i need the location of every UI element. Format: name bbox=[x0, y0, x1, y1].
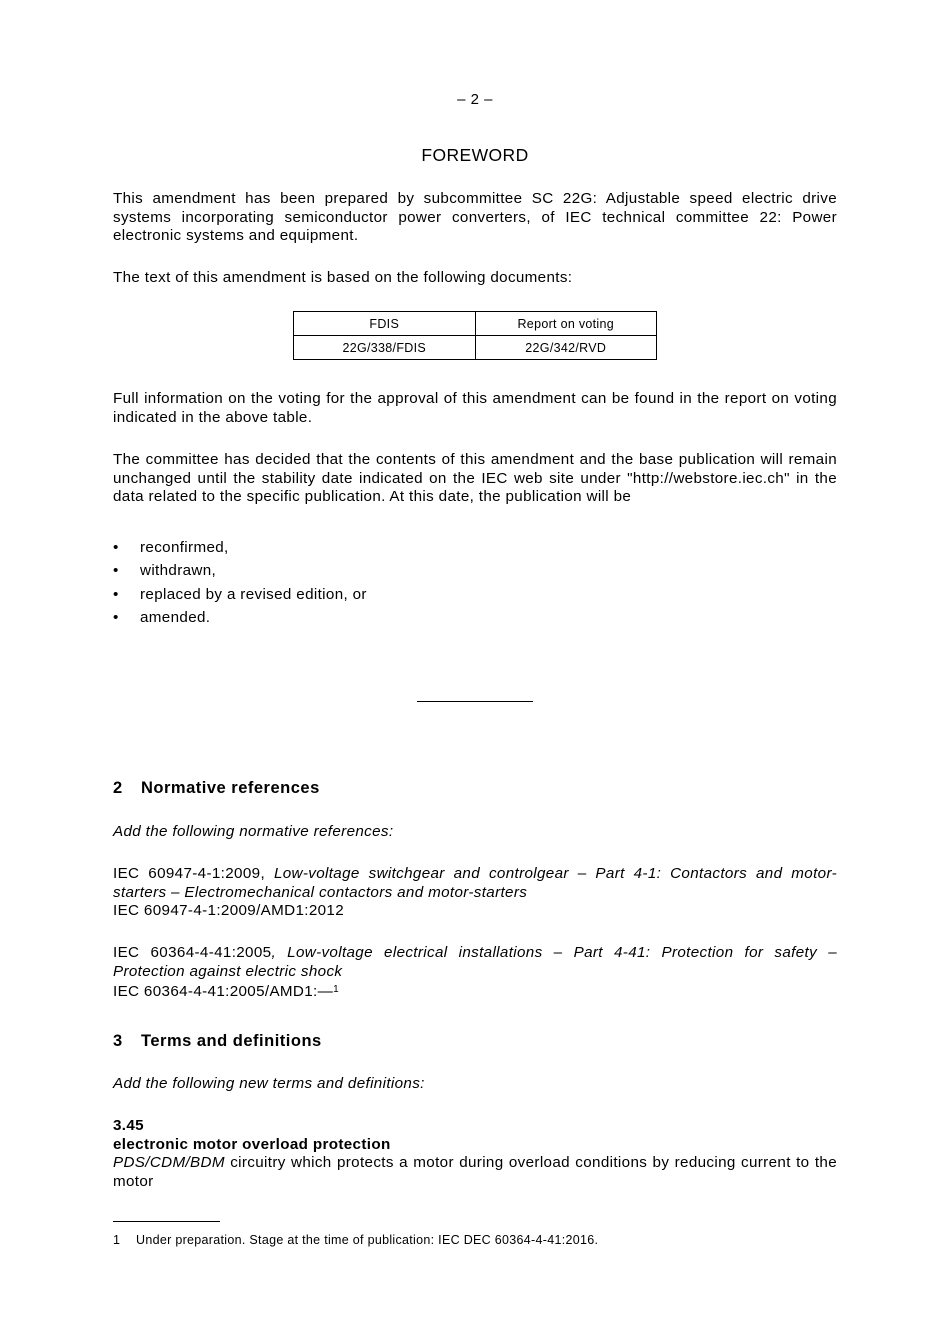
section-title: Terms and definitions bbox=[141, 1032, 322, 1050]
section-divider bbox=[417, 701, 533, 702]
section-2-heading bbox=[113, 779, 320, 798]
table-header-cell: FDIS bbox=[294, 312, 476, 336]
footnote-number: 1 bbox=[113, 1233, 121, 1247]
table-header-row bbox=[294, 312, 657, 336]
section-title: Normative references bbox=[141, 779, 320, 797]
reference-code: IEC 60364-4-41:2005 bbox=[113, 944, 272, 961]
foreword-intro-paragraph: This amendment has been prepared by subcommittee SC 22G: Adjustable speed electric drive systems incorporating semiconductor power converters, of IEC technical committee 22: Power electronic systems and equipment. bbox=[113, 190, 837, 244]
reference-title: , Low-voltage electrical installations – Part 4-41: Protection for safety – Protection against electric shock bbox=[113, 944, 837, 980]
normative-reference-1 bbox=[113, 865, 837, 921]
committee-paragraph: The committee has decided that the contents of this amendment and the base publication will remain unchanged until the stability date indicated on the IEC web site under "http://webstore.iec.ch" in the data related to the specific publication. At this date, the publication will be bbox=[113, 451, 837, 505]
page-number: – 2 – bbox=[457, 91, 493, 108]
list-item: • withdrawn, bbox=[113, 562, 217, 580]
section-number: 2 bbox=[113, 779, 123, 797]
foreword-title: FOREWORD bbox=[421, 145, 529, 165]
bullet-icon: • bbox=[113, 608, 119, 626]
reference-amendment: IEC 60947-4-1:2009/AMD1:2012 bbox=[113, 902, 345, 919]
table-header-cell: Report on voting bbox=[475, 312, 657, 336]
reference-code: IEC 60947-4-1:2009, bbox=[113, 865, 266, 882]
list-item: • replaced by a revised edition, or bbox=[113, 585, 367, 603]
section-number: 3 bbox=[113, 1032, 123, 1050]
list-item: • reconfirmed, bbox=[113, 539, 229, 556]
table-row bbox=[294, 336, 657, 360]
section-3-instruction: Add the following new terms and definitions: bbox=[113, 1075, 425, 1092]
bullet-icon: • bbox=[113, 539, 119, 556]
full-info-paragraph: Full information on the voting for the approval of this amendment can be found in the report on voting indicated in the above table. bbox=[113, 390, 837, 426]
definition-text: circuitry which protects a motor during overload conditions by reducing current to the motor bbox=[113, 1154, 837, 1190]
documents-table bbox=[293, 311, 657, 360]
definition-abbreviation: PDS/CDM/BDM bbox=[113, 1154, 225, 1171]
section-3-heading bbox=[113, 1032, 322, 1051]
footnote bbox=[113, 1233, 598, 1247]
section-2-instruction: Add the following normative references: bbox=[113, 823, 394, 840]
list-item: • amended. bbox=[113, 608, 211, 626]
normative-reference-2 bbox=[113, 944, 837, 1002]
stability-list bbox=[113, 539, 367, 632]
reference-amendment: IEC 60364-4-41:2005/AMD1:— bbox=[113, 983, 334, 1000]
table-cell: 22G/338/FDIS bbox=[294, 336, 476, 360]
footnote-text: Under preparation. Stage at the time of publication: IEC DEC 60364-4-41:2016. bbox=[136, 1233, 599, 1247]
term-name: electronic motor overload protection bbox=[113, 1135, 391, 1153]
table-cell: 22G/342/RVD bbox=[475, 336, 657, 360]
term-entry bbox=[113, 1117, 837, 1191]
bullet-icon: • bbox=[113, 585, 119, 603]
based-on-paragraph: The text of this amendment is based on the following documents: bbox=[113, 269, 573, 286]
footnote-divider bbox=[113, 1221, 220, 1222]
footnote-reference[interactable]: 1 bbox=[333, 984, 340, 995]
reference-title: Low-voltage switchgear and controlgear – Part 4-1: Contactors and motor-starters – Electromechanical contactors and motor-starters bbox=[113, 865, 837, 901]
bullet-icon: • bbox=[113, 562, 119, 580]
term-number: 3.45 bbox=[113, 1117, 144, 1134]
